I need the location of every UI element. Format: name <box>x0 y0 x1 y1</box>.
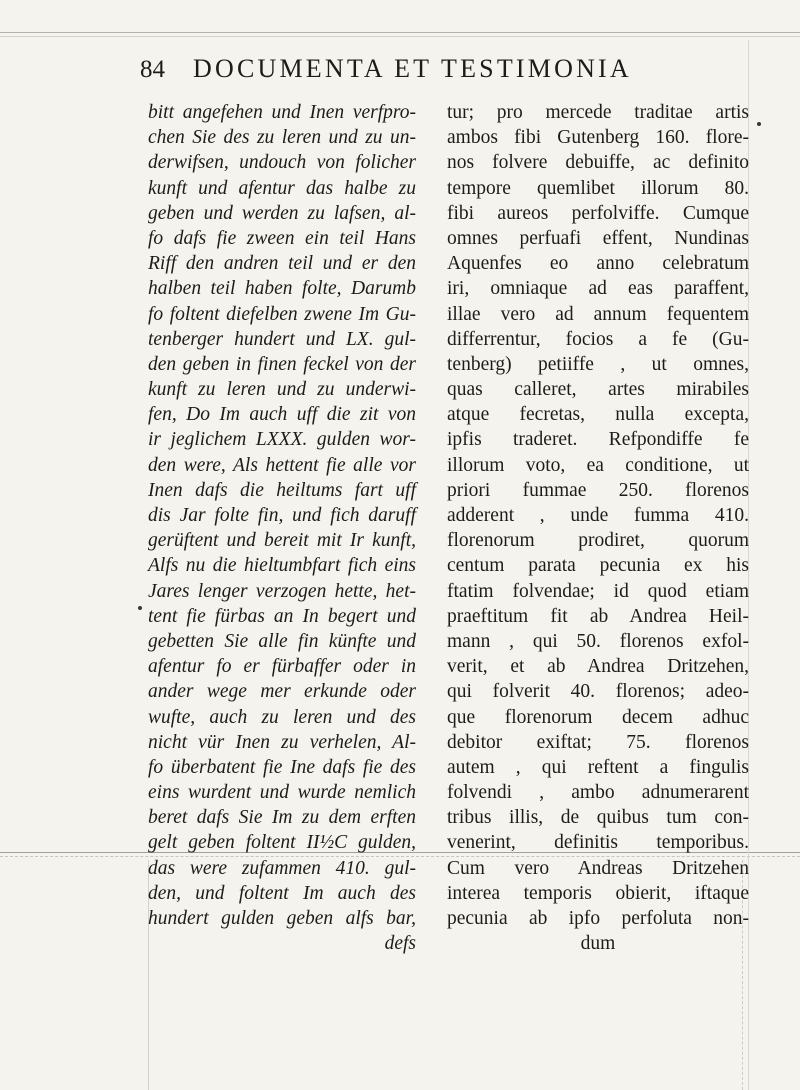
text-line: dis Jar folte fin, und fich daruff <box>148 505 416 526</box>
top-edge-rule <box>0 32 800 33</box>
text-line: qui folverit 40. florenos; adeo- <box>447 681 749 703</box>
text-line: Jares lenger verzogen hette, het- <box>148 580 416 602</box>
text-line: hundert gulden geben alfs bar, <box>148 908 416 929</box>
text-line: venerint, definitis temporibus. <box>447 832 749 854</box>
text-line: tur; pro mercede traditae artis <box>447 102 749 123</box>
text-line: Cum vero Andreas Dritzehen <box>447 857 749 879</box>
text-line: gebetten Sie alle fin künfte und <box>148 630 416 652</box>
text-line: tenberger hundert und LX. gul- <box>148 328 416 350</box>
text-line: geben und werden zu lafsen, al- <box>148 202 416 224</box>
text-line: kunft und afentur das halbe zu <box>148 177 416 199</box>
text-line: tenberg) petiiffe , ut omnes, <box>447 353 749 375</box>
text-line: differrentur, focios a fe (Gu- <box>447 328 749 350</box>
text-line: fen, Do Im auch uff die zit von <box>148 404 416 426</box>
text-line: que florenorum decem adhuc <box>447 706 749 728</box>
text-line: debitor exiftat; 75. florenos <box>447 731 749 753</box>
text-line: fo dafs fie zween ein teil Hans <box>148 227 416 249</box>
text-line: das were zufammen 410. gul- <box>148 857 416 879</box>
text-line: den geben in finen feckel von der <box>148 353 416 375</box>
ink-speck <box>757 122 761 126</box>
text-line: ipfis traderet. Refpondiffe fe <box>447 429 749 451</box>
text-line: verit, et ab Andrea Dritzehen, <box>447 656 749 678</box>
text-line: gelt geben foltent II½C gulden, <box>148 832 416 854</box>
text-line: gerüftent und bereit mit Ir kunft, <box>148 530 416 552</box>
text-line: fo foltent diefelben zwene Im Gu- <box>148 303 416 325</box>
text-line: chen Sie des zu leren und zu un- <box>148 127 416 149</box>
text-line: nicht vür Inen zu verhelen, Al- <box>148 731 416 753</box>
text-line: afentur fo er fürbaffer oder in <box>148 656 416 678</box>
text-line: Alfs nu die hieltumbfart fich eins <box>148 555 416 577</box>
text-line: bitt angefehen und Inen verfpro- <box>148 102 416 123</box>
text-line: praeftitum fit ab Andrea Heil- <box>447 605 749 627</box>
text-line: atque fecretas, nulla excepta, <box>447 404 749 426</box>
ink-speck <box>138 606 142 610</box>
text-line: Aquenfes eo anno celebratum <box>447 253 749 275</box>
page-header <box>140 54 740 90</box>
text-line: illae vero ad annum fequentem <box>447 303 749 325</box>
text-line: tent fie fürbas an In begert und <box>148 605 416 627</box>
text-line: ftatim folvendae; id quod etiam <box>447 580 749 602</box>
text-line: pecunia ab ipfo perfoluta non- <box>447 908 749 929</box>
text-line: Riff den andren teil und er den <box>148 253 416 275</box>
text-line: centum parata pecunia ex his <box>447 555 749 577</box>
text-line: interea temporis obierit, iftaque <box>447 882 749 904</box>
text-line: autem , qui reftent a fingulis <box>447 756 749 778</box>
text-line: mann , qui 50. florenos exfol- <box>447 630 749 652</box>
text-line: tribus illis, de quibus tum con- <box>447 807 749 829</box>
text-line: ander wege mer erkunde oder <box>148 681 416 703</box>
top-edge-rule-inner <box>0 36 800 37</box>
text-line: florenorum prodiret, quorum <box>447 530 749 552</box>
catchword: dum <box>580 933 616 955</box>
page-number: 84 <box>140 56 165 83</box>
text-line: nos folvere debuiffe, ac definito <box>447 152 749 174</box>
text-line: iri, omniaque ad eas paraffent, <box>447 278 749 300</box>
text-line: ambos fibi Gutenberg 160. flore- <box>447 127 749 149</box>
text-line: beret dafs Sie Im zu dem erften <box>148 807 416 829</box>
left-column-german <box>148 100 416 956</box>
text-line: folvendi , ambo adnumerarent <box>447 782 749 804</box>
text-line: ir jeglichem LXXX. gulden wor- <box>148 429 416 451</box>
text-line: halben teil haben folte, Darumb <box>148 278 416 300</box>
text-line: derwifsen, undouch von folicher <box>148 152 416 174</box>
text-line: tempore quemlibet illorum 80. <box>447 177 749 199</box>
text-line: illorum voto, ea conditione, ut <box>447 454 749 476</box>
text-line: omnes perfuafi effent, Nundinas <box>447 227 749 249</box>
text-line: adderent , unde fumma 410. <box>447 505 749 526</box>
text-line: wufte, auch zu leren und des <box>148 706 416 728</box>
text-line: Inen dafs die heiltums fart uff <box>148 479 416 501</box>
text-line: priori fummae 250. florenos <box>447 479 749 501</box>
text-line: den were, Als hettent fie alle vor <box>148 454 416 476</box>
text-line: quas calleret, artes mirabiles <box>447 379 749 401</box>
text-line: fibi aureos perfolviffe. Cumque <box>447 202 749 224</box>
text-line: eins wurdent und wurde nemlich <box>148 782 416 804</box>
right-column-latin <box>447 100 749 956</box>
running-head: DOCUMENTA ET TESTIMONIA <box>193 54 632 83</box>
text-line: kunft zu leren und zu underwi- <box>148 379 416 401</box>
catchword: defs <box>384 933 416 955</box>
text-line: fo überbatent fie Ine dafs fie des <box>148 756 416 778</box>
text-line: den, und foltent Im auch des <box>148 882 416 904</box>
